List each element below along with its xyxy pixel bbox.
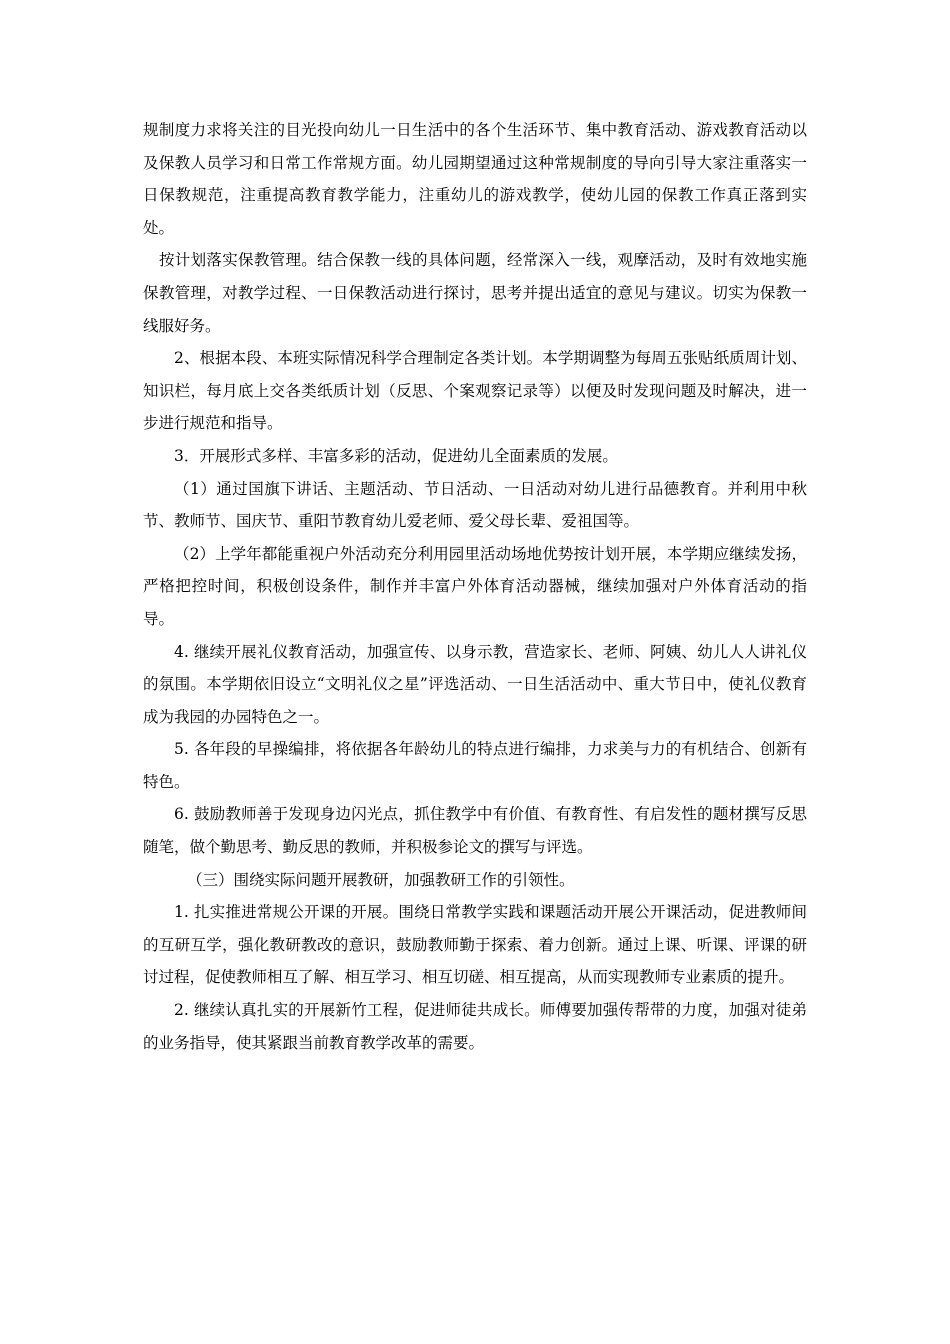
- paragraph-item-3: 3．开展形式多样、丰富多彩的活动，促进幼儿全面素质的发展。: [174, 446, 618, 465]
- paragraph-item-5: 5. 各年段的早操编排，将依据各年龄幼儿的特点进行编排，力求美与力的有机结合、创新有特色。: [143, 740, 807, 791]
- section-heading-3: （三）围绕实际问题开展教研，加强教研工作的引领性。: [187, 870, 575, 889]
- paragraph-research-1: 1. 扎实推进常规公开课的开展。围绕日常教学实践和课题活动开展公开课活动，促进教师间的互研互学，强化教研教改的意识，鼓励教师勤于探索、着力创新。通过上课、听课、评课的研讨过程，促使教师相互了解、相互学习、相互切磋、相互提高，从而实现教师专业素质的提升。: [143, 903, 807, 987]
- paragraph-continued: 规制度力求将关注的目光投向幼儿一日生活中的各个生活环节、集中教育活动、游戏教育活动以及保教人员学习和日常工作常规方面。幼儿园期望通过这种常规制度的导向引导大家注重落实一日保教规范，注重提高教育教学能力，注重幼儿的游戏教学，使幼儿园的保教工作真正落到实处。: [143, 121, 807, 237]
- paragraph-plan-management: 按计划落实保教管理。结合保教一线的具体问题，经常深入一线，观摩活动，及时有效地实施保教管理，对教学过程、一日保教活动进行探讨，思考并提出适宜的意见与建议。切实为保教一线服好务。: [143, 251, 807, 335]
- document-body: [143, 114, 807, 1059]
- paragraph-subitem-1: （1）通过国旗下讲话、主题活动、节日活动、一日活动对幼儿进行品德教育。并利用中秋节、教师节、国庆节、重阳节教育幼儿爱老师、爱父母长辈、爱祖国等。: [143, 479, 807, 531]
- paragraph-subitem-2: （2）上学年都能重视户外活动充分利用园里活动场地优势按计划开展，本学期应继续发扬，严格把控时间，积极创设条件，制作并丰富户外体育活动器械，继续加强对户外体育活动的指导。: [143, 544, 807, 628]
- paragraph-item-6: 6. 鼓励教师善于发现身边闪光点，抓住教学中有价值、有教育性、有启发性的题材撰写反思随笔，做个勤思考、勤反思的教师，并积极参论文的撰写与评选。: [143, 805, 807, 857]
- paragraph-research-2: 2. 继续认真扎实的开展新竹工程，促进师徒共成长。师傅要加强传帮带的力度，加强对徒弟的业务指导，使其紧跟当前教育教学改革的需要。: [143, 1001, 807, 1052]
- paragraph-item-4: 4. 继续开展礼仪教育活动，加强宣传、以身示教，营造家长、老师、阿姨、幼儿人人讲礼仪的氛围。本学期依旧设立“文明礼仪之星”评选活动、一日生活活动中、重大节日中，使礼仪教育成为我园的办园特色之一。: [143, 642, 807, 726]
- paragraph-item-2: 2、根据本段、本班实际情况科学合理制定各类计划。本学期调整为每周五张贴纸质周计划、知识栏，每月底上交各类纸质计划（反思、个案观察记录等）以便及时发现问题及时解决，进一步进行规范和指导。: [143, 349, 807, 433]
